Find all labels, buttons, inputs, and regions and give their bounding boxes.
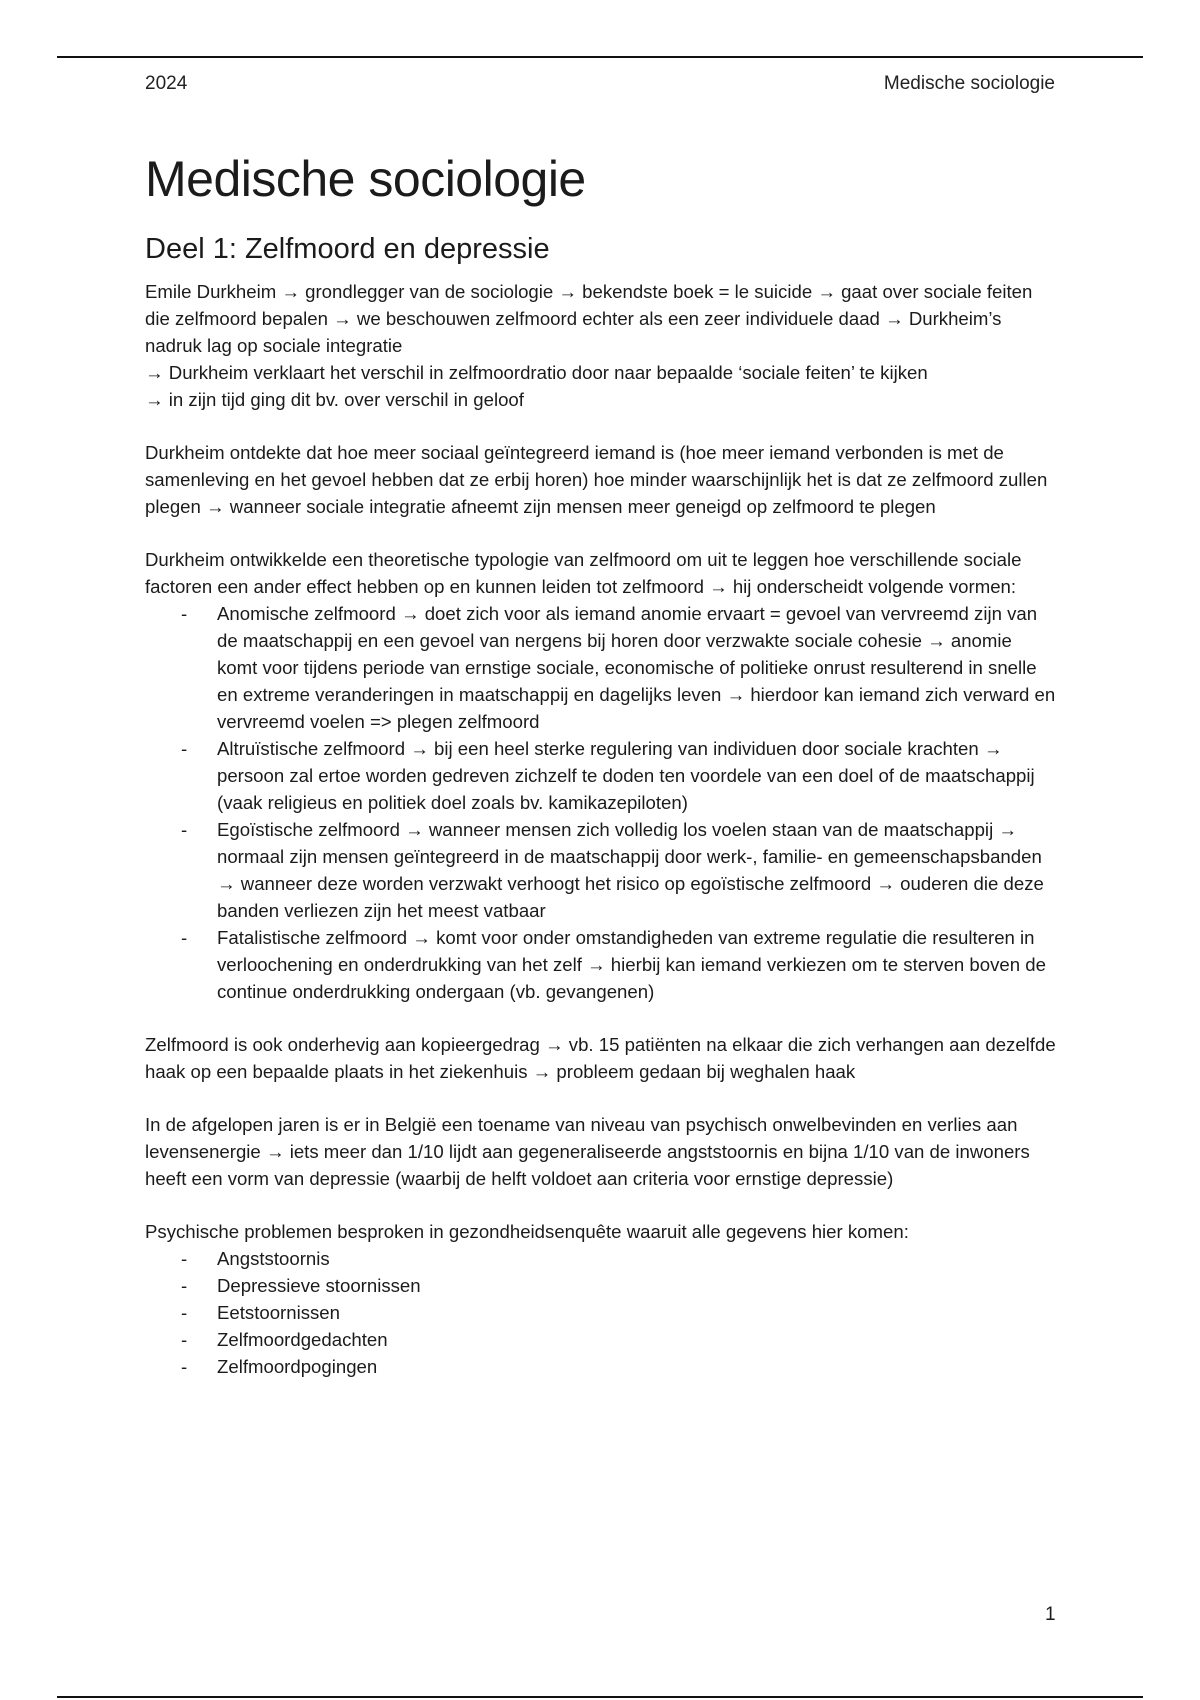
header-course: Medische sociologie <box>883 73 1055 94</box>
paragraph-durkheim-intro <box>145 278 1057 413</box>
paragraph-copycat: Zelfmoord is ook onderhevig aan kopieergedrag → vb. 15 patiënten na elkaar die zich verhangen aan dezelfde haak op een bepaalde plaats in het ziekenhuis → probleem gedaan bij weghalen haak <box>145 1034 1056 1082</box>
page-content <box>145 150 1057 1406</box>
bottom-rule <box>57 1696 1143 1698</box>
paragraph-belgium: In de afgelopen jaren is er in België een toename van niveau van psychisch onwelbevinden en verlies aan levensenergie → iets meer dan 1/10 lijdt aan gegeneraliseerde angststoornis en bijna 1/10 van de inwoners heeft een vorm van depressie (waarbij de helft voldoet aan criteria voor ernstige depressie) <box>145 1114 1030 1189</box>
paragraph-health-survey: Psychische problemen besproken in gezondheidsenquête waaruit alle gegevens hier komen: <box>145 1221 909 1242</box>
section-body <box>145 278 1057 1380</box>
section-heading: Deel 1: Zelfmoord en depressie <box>145 233 550 265</box>
list-item: - Egoïstische zelfmoord → wanneer mensen zich volledig los voelen staan van de maatschappij → normaal zijn mensen geïntegreerd in de maatschappij door werk-, familie- en gemeenschapsbanden → wanneer deze worden verzwakt verhoogt het risico op egoïstische zelfmoord → ouderen die deze banden verliezen zijn het meest vatbaar <box>217 816 1057 924</box>
paragraph-typology: Durkheim ontwikkelde een theoretische typologie van zelfmoord om uit te leggen hoe verschillende sociale factoren een ander effect hebben op en kunnen leiden tot zelfmoord → hij onderscheidt volgende vormen: <box>145 549 1022 597</box>
intro-line: → in zijn tijd ging dit bv. over verschil in geloof <box>145 389 524 410</box>
paragraph-integration: Durkheim ontdekte dat hoe meer sociaal geïntegreerd iemand is (hoe meer iemand verbonden is met de samenleving en het gevoel hebben dat ze erbij horen) hoe minder waarschijnlijk het is dat ze zelfmoord zullen plegen → wanneer sociale integratie afneemt zijn mensen meer geneigd op zelfmoord te plegen <box>145 442 1048 517</box>
intro-line: → Durkheim verklaart het verschil in zelfmoordratio door naar bepaalde ‘sociale feiten’ te kijken <box>145 362 928 383</box>
psychological-problems-list <box>145 1245 1057 1380</box>
document-title: Medische sociologie <box>145 151 586 207</box>
list-item: - Zelfmoordpogingen <box>217 1353 1057 1380</box>
list-item: - Altruïstische zelfmoord → bij een heel sterke regulering van individuen door sociale krachten → persoon zal ertoe worden gedreven zichzelf te doden ten voordele van een doel of de maatschappij (vaak religieus en politiek doel zoals bv. kamikazepiloten) <box>217 735 1057 816</box>
list-item: - Depressieve stoornissen <box>217 1272 1057 1299</box>
top-rule <box>57 56 1143 58</box>
intro-line: Emile Durkheim → grondlegger van de sociologie → bekendste boek = le suicide → gaat over sociale feiten die zelfmoord bepalen → we beschouwen zelfmoord echter als een zeer individuele daad → Durkheim’s nadruk lag op sociale integratie <box>145 281 1033 356</box>
page-number: 1 <box>1045 1604 1056 1625</box>
suicide-types-list <box>145 600 1057 1005</box>
list-item: - Eetstoornissen <box>217 1299 1057 1326</box>
list-item: - Angststoornis <box>217 1245 1057 1272</box>
list-item: - Zelfmoordgedachten <box>217 1326 1057 1353</box>
header-year: 2024 <box>145 73 188 94</box>
list-item: - Fatalistische zelfmoord → komt voor onder omstandigheden van extreme regulatie die resulteren in verloochening en onderdrukking van het zelf → hierbij kan iemand verkiezen om te sterven boven de continue onderdrukking ondergaan (vb. gevangenen) <box>217 924 1057 1005</box>
list-item: - Anomische zelfmoord → doet zich voor als iemand anomie ervaart = gevoel van vervreemd zijn van de maatschappij en een gevoel van nergens bij horen door verzwakte sociale cohesie → anomie komt voor tijdens periode van ernstige sociale, economische of politieke onrust resulterend in snelle en extreme veranderingen in maatschappij en dagelijks leven → hierdoor kan iemand zich verward en vervreemd voelen => plegen zelfmoord <box>217 600 1057 735</box>
